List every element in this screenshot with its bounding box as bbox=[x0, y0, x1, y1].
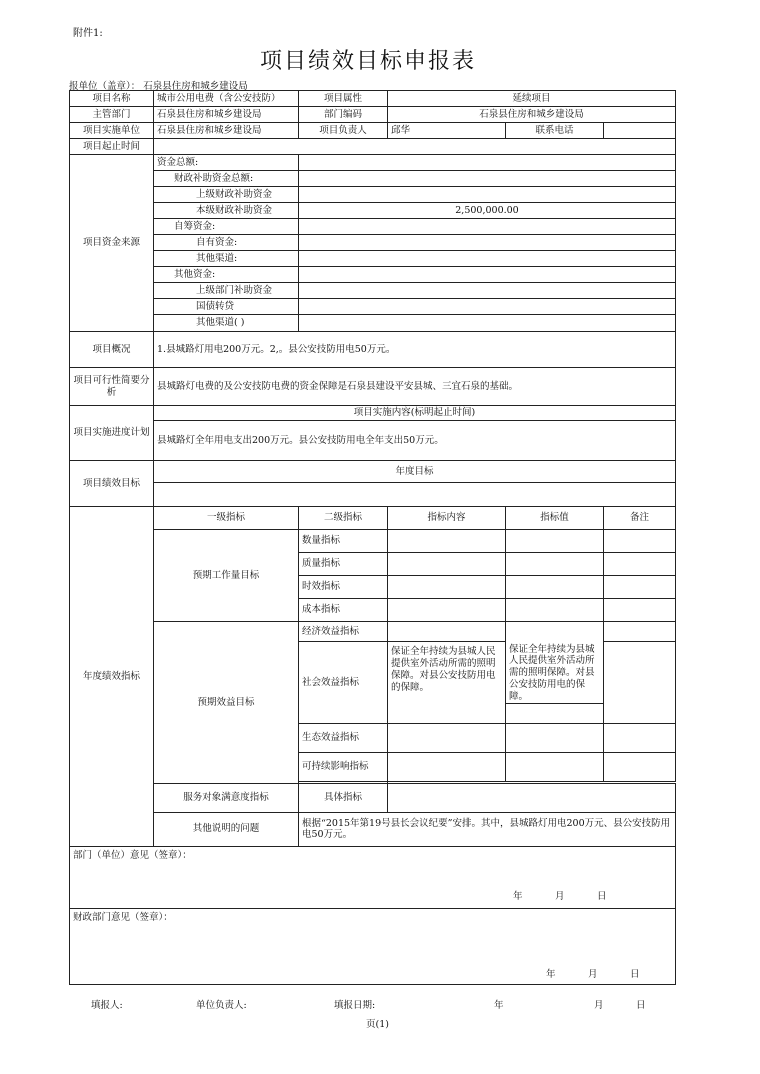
page-number: 页(1) bbox=[366, 1019, 389, 1030]
dept-code-value[interactable]: 石泉县住房和城乡建设局 bbox=[388, 107, 676, 123]
fund-row-value[interactable] bbox=[299, 251, 676, 267]
funds-label: 项目资金来源 bbox=[70, 155, 154, 332]
header-value: 指标值 bbox=[506, 507, 604, 530]
fund-row-name: 本级财政补助资金 bbox=[154, 203, 299, 219]
filler-label: 填报人: bbox=[91, 1000, 123, 1011]
indicator-content[interactable] bbox=[388, 599, 506, 622]
indicator-content[interactable] bbox=[388, 622, 506, 642]
overview-value[interactable]: 1.县城路灯用电200万元。2,。县公安技防用电50万元。 bbox=[154, 332, 676, 368]
fund-row-value[interactable] bbox=[299, 235, 676, 251]
fund-row-name: 上级部门补助资金 bbox=[154, 283, 299, 299]
reporting-unit: 报单位（盖章）： 石泉县住房和城乡建设局 bbox=[69, 81, 248, 92]
fund-row-name: 上级财政补助资金 bbox=[154, 187, 299, 203]
indicator-remark[interactable] bbox=[604, 530, 676, 553]
fund-row-value[interactable] bbox=[299, 299, 676, 315]
indicator-ecological: 生态效益指标 bbox=[299, 723, 388, 752]
dept-value[interactable]: 石泉县住房和城乡建设局 bbox=[154, 107, 299, 123]
fund-row-value[interactable] bbox=[299, 171, 676, 187]
indicator-quantity: 数量指标 bbox=[299, 530, 388, 553]
indicator-quality: 质量指标 bbox=[299, 553, 388, 576]
group-benefit: 预期效益目标 bbox=[154, 622, 299, 784]
indicator-value[interactable] bbox=[506, 723, 604, 752]
finance-opinion-month: 月 bbox=[588, 968, 598, 980]
finance-opinion-year: 年 bbox=[546, 968, 556, 980]
finance-opinion-box[interactable] bbox=[70, 908, 676, 984]
phone-label: 联系电话 bbox=[506, 123, 604, 139]
other-label: 其他说明的问题 bbox=[154, 812, 299, 846]
indicator-value[interactable] bbox=[506, 576, 604, 599]
fund-row-name: 财政补助资金总额: bbox=[154, 171, 299, 187]
footer-year: 年 bbox=[494, 1000, 504, 1011]
project-name-label: 项目名称 bbox=[70, 91, 154, 107]
project-attr-value[interactable]: 延续项目 bbox=[388, 91, 676, 107]
indicator-content[interactable] bbox=[388, 530, 506, 553]
indicator-content[interactable] bbox=[388, 752, 506, 781]
indicators-label: 年度绩效指标 bbox=[70, 507, 154, 847]
social-content[interactable]: 保证全年持续为县城人民提供室外活动所需的照明保障。对县公安技防用电的保障。 bbox=[388, 642, 506, 724]
indicator-remark[interactable] bbox=[604, 599, 676, 622]
feasibility-value[interactable]: 县城路灯电费的及公安技防电费的资金保障是石泉县建设平安县城、三宜石泉的基础。 bbox=[154, 368, 676, 406]
fund-row-name: 其他渠道( ) bbox=[154, 315, 299, 332]
header-content: 指标内容 bbox=[388, 507, 506, 530]
indicator-remark[interactable] bbox=[604, 622, 676, 642]
fund-row-name: 国债转贷 bbox=[154, 299, 299, 315]
indicator-economic: 经济效益指标 bbox=[299, 622, 388, 642]
indicator-content[interactable] bbox=[388, 553, 506, 576]
fund-row-value[interactable]: 2,500,000.00 bbox=[299, 203, 676, 219]
perf-goal-header: 年度目标 bbox=[154, 461, 676, 483]
fund-row-value[interactable] bbox=[299, 219, 676, 235]
impl-unit-label: 项目实施单位 bbox=[70, 123, 154, 139]
attachment-label: 附件1: bbox=[73, 28, 103, 39]
indicator-remark[interactable] bbox=[604, 576, 676, 599]
period-value[interactable] bbox=[154, 139, 676, 155]
header-remark: 备注 bbox=[604, 507, 676, 530]
indicator-value[interactable] bbox=[506, 752, 604, 781]
fund-row-value[interactable] bbox=[299, 267, 676, 283]
dept-opinion-month: 月 bbox=[555, 890, 565, 902]
unit-leader-label: 单位负责人: bbox=[196, 1000, 247, 1011]
header-level1: 一级指标 bbox=[154, 507, 299, 530]
group-workload: 预期工作量目标 bbox=[154, 530, 299, 622]
schedule-value[interactable]: 县城路灯全年用电支出200万元。县公安技防用电全年支出50万元。 bbox=[154, 421, 676, 461]
period-label: 项目起止时间 bbox=[70, 139, 154, 155]
overview-label: 项目概况 bbox=[70, 332, 154, 368]
indicator-remark[interactable] bbox=[604, 723, 676, 752]
satisfaction-value[interactable] bbox=[388, 783, 676, 812]
leader-value[interactable]: 邱华 bbox=[388, 123, 506, 139]
fund-row-name: 其他渠道: bbox=[154, 251, 299, 267]
schedule-label: 项目实施进度计划 bbox=[70, 406, 154, 461]
fund-row-name: 其他资金: bbox=[154, 267, 299, 283]
fund-row-name: 自有资金: bbox=[154, 235, 299, 251]
fill-date-label: 填报日期: bbox=[334, 1000, 376, 1011]
project-name-value[interactable]: 城市公用电费（含公安技防） bbox=[154, 91, 299, 107]
dept-opinion-box[interactable] bbox=[70, 846, 676, 908]
indicator-sustainable: 可持续影响指标 bbox=[299, 752, 388, 781]
feasibility-label: 项目可行性简要分析 bbox=[70, 368, 154, 406]
indicator-timeliness: 时效指标 bbox=[299, 576, 388, 599]
footer-day: 日 bbox=[636, 1000, 646, 1011]
fund-row-value[interactable] bbox=[299, 155, 676, 171]
header-level2: 二级指标 bbox=[299, 507, 388, 530]
dept-opinion-year: 年 bbox=[513, 890, 523, 902]
indicator-content[interactable] bbox=[388, 576, 506, 599]
perf-goal-label: 项目绩效目标 bbox=[70, 461, 154, 507]
impl-unit-value[interactable]: 石泉县住房和城乡建设局 bbox=[154, 123, 299, 139]
indicator-value[interactable] bbox=[506, 622, 604, 642]
satisfaction-item: 具体指标 bbox=[299, 783, 388, 812]
schedule-header: 项目实施内容(标明起止时间) bbox=[154, 406, 676, 421]
indicator-value[interactable] bbox=[506, 530, 604, 553]
performance-form bbox=[69, 90, 676, 985]
footer-month: 月 bbox=[594, 1000, 604, 1011]
dept-opinion-day: 日 bbox=[597, 890, 607, 902]
indicator-content[interactable] bbox=[388, 723, 506, 752]
phone-value[interactable] bbox=[604, 123, 676, 139]
fund-row-value[interactable] bbox=[299, 187, 676, 203]
indicator-remark[interactable] bbox=[604, 752, 676, 781]
page-title: 项目绩效目标申报表 bbox=[260, 49, 477, 74]
indicator-value[interactable] bbox=[506, 703, 604, 723]
fund-row-value[interactable] bbox=[299, 315, 676, 332]
dept-code-label: 部门编码 bbox=[299, 107, 388, 123]
indicator-remark[interactable] bbox=[604, 553, 676, 576]
indicator-remark[interactable] bbox=[604, 642, 676, 724]
other-value[interactable]: 根据“2015年第19号县长会议纪要”安排。其中，县城路灯用电200万元、县公安技防用电50万元。 bbox=[299, 812, 676, 846]
fund-row-name: 自筹资金: bbox=[154, 219, 299, 235]
dept-label: 主管部门 bbox=[70, 107, 154, 123]
satisfaction-label: 服务对象满意度指标 bbox=[154, 783, 299, 812]
indicator-cost: 成本指标 bbox=[299, 599, 388, 622]
indicator-social: 社会效益指标 bbox=[299, 642, 388, 724]
perf-goal-value[interactable] bbox=[154, 483, 676, 507]
social-value[interactable]: 保证全年持续为县城人民提供室外活动所需的照明保障。对县公安技防用电的保障。 bbox=[506, 642, 604, 704]
project-attr-label: 项目属性 bbox=[299, 91, 388, 107]
leader-label: 项目负责人 bbox=[299, 123, 388, 139]
indicator-value[interactable] bbox=[506, 599, 604, 622]
dept-opinion-label: 部门（单位）意见（签章）： bbox=[73, 849, 192, 861]
indicator-value[interactable] bbox=[506, 553, 604, 576]
fund-row-name: 资金总额: bbox=[154, 155, 299, 171]
finance-opinion-day: 日 bbox=[630, 968, 640, 980]
fund-row-value[interactable] bbox=[299, 283, 676, 299]
finance-opinion-label: 财政部门意见（签章）： bbox=[73, 911, 173, 923]
